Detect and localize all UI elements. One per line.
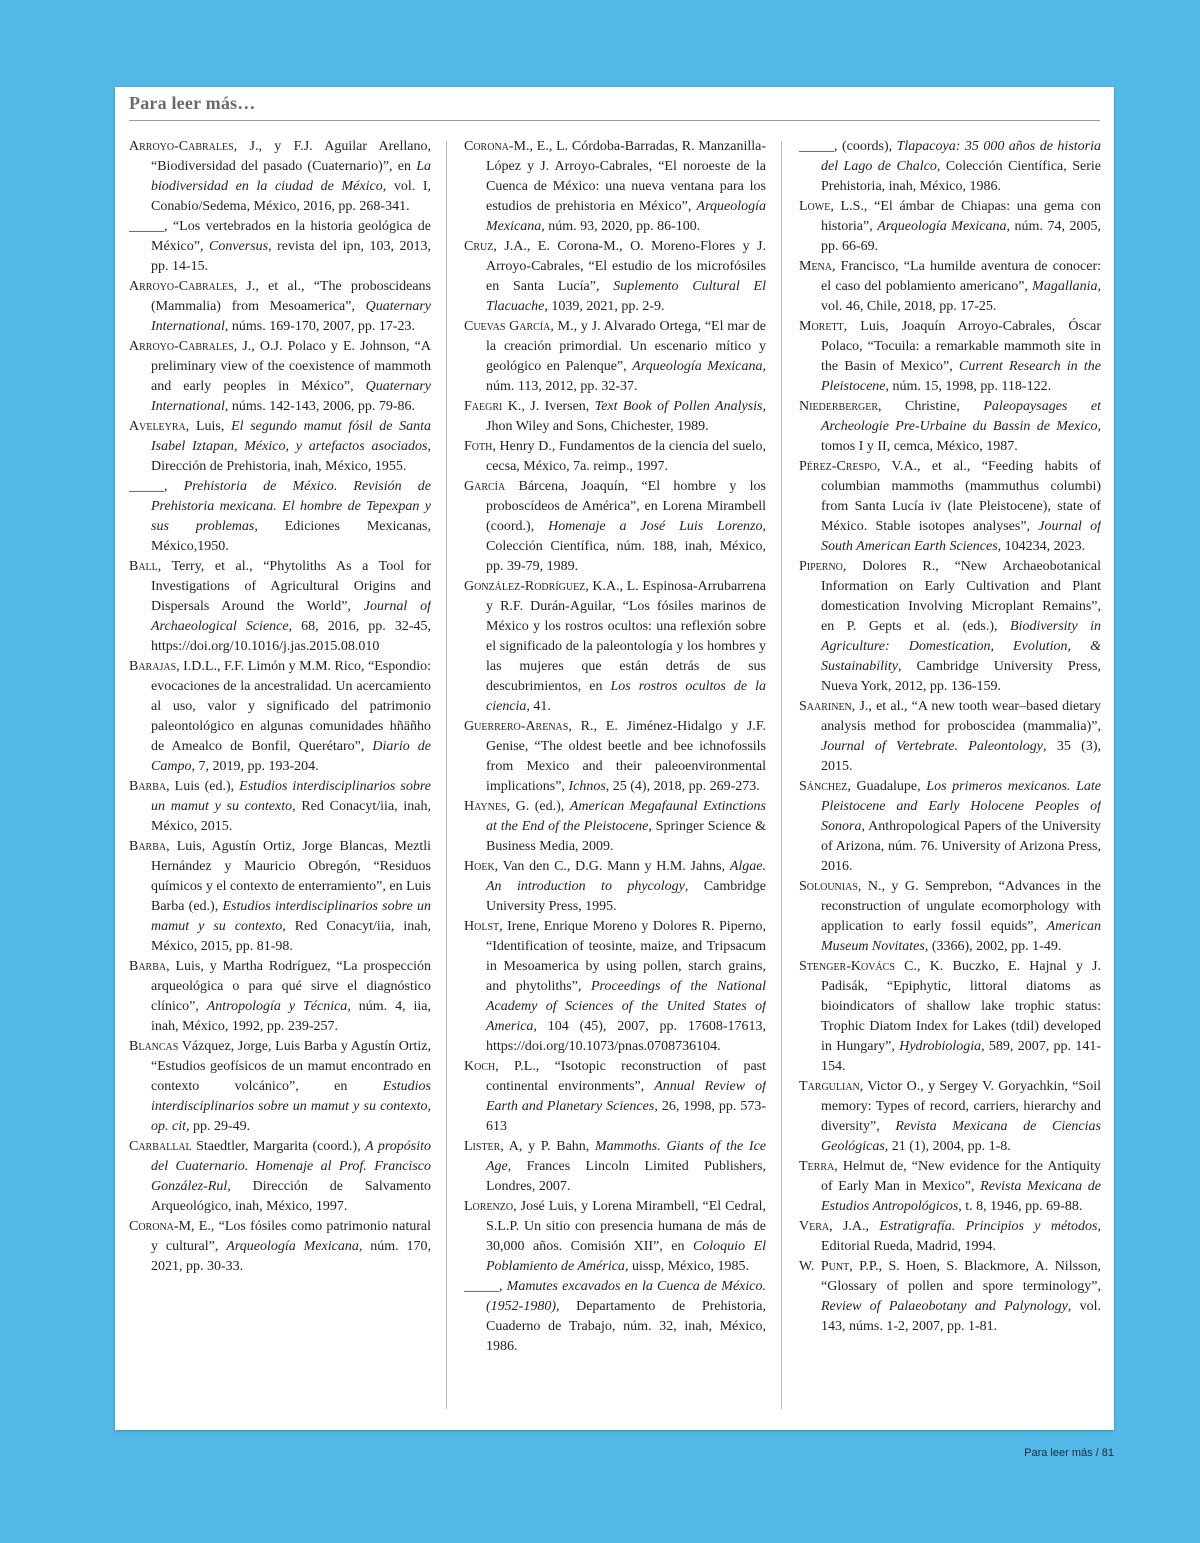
reference-text: , vol. 143, núms. 1-2, 2007, pp. 1-81. (821, 1299, 1101, 1334)
reference-text: K., J. Iversen, (502, 399, 595, 414)
reference-text: , G. (ed.), (506, 799, 570, 814)
reference-title: Magallania (1032, 279, 1098, 294)
reference-text: , E., “Los fósiles como patrimonio natural y cultural”, (151, 1219, 431, 1254)
reference-author: Aveleyra (129, 419, 186, 434)
reference-text: , M., y J. Alvarado Ortega, “El mar de la creación primordial. Un escenario mítico y geológico en Palenque”, (486, 319, 766, 374)
reference-entry (799, 317, 1101, 397)
reference-title: Proceedings of the National Academy of Sciences of the United States of America (486, 979, 766, 1034)
reference-title: Los rostros ocultos de la ciencia (486, 679, 766, 714)
reference-text: Vázquez, Jorge, Luis Barba y Agustín Ortiz, “Estudios geofísicos de un mamut encontrado en contexto volcánico”, en (151, 1039, 431, 1094)
reference-text: , 25 (4), 2018, pp. 269-273. (605, 779, 760, 794)
reference-text: , núm. 15, 1998, pp. 118-122. (885, 379, 1052, 394)
reference-author: Vera (799, 1219, 830, 1234)
reference-author: Barba (129, 779, 167, 794)
page-footer: Para leer más / 81 (1024, 1447, 1114, 1459)
reference-entry (799, 257, 1101, 317)
reference-title: Hydrobiologia (899, 1039, 982, 1054)
reference-text: , (3366), 2002, pp. 1-49. (924, 939, 1062, 954)
reference-text: , vol. 46, Chile, 2018, pp. 17-25. (821, 279, 1101, 314)
reference-author: Arroyo-Cabrales (129, 139, 234, 154)
reference-title: Journal of Vertebrate. Paleontology (821, 739, 1043, 754)
reference-title: Review of Palaeobotany and Palynology (821, 1299, 1068, 1314)
reference-author: Lorenzo (464, 1199, 514, 1214)
reference-text: , uissp, México, 1985. (624, 1259, 749, 1274)
reference-text: _____, “Los vertebrados en la historia geológica de México”, (129, 219, 431, 254)
reference-title: Annual Review of Earth and Planetary Sciences (486, 1079, 766, 1114)
reference-title: Coloquio El Poblamiento de América (486, 1239, 766, 1274)
reference-text: , Dirección de Salvamento Arqueológico, inah, México, 1997. (151, 1179, 431, 1214)
reference-title: Estratigrafía. Principios y métodos (879, 1219, 1098, 1234)
reference-author: Cuevas García (464, 319, 551, 334)
reference-entry (129, 557, 431, 657)
reference-title: Suplemento Cultural El Tlacuache (486, 279, 766, 314)
reference-text: , 7, 2019, pp. 193-204. (191, 759, 319, 774)
reference-text: Red Conacyt/iia, inah, México, 2015. (151, 799, 431, 834)
reference-title: Homenaje a José Luis Lorenzo (548, 519, 763, 534)
reference-author: Carballal (129, 1139, 192, 1154)
reference-title: Los primeros mexicanos. Late Pleistocene and Early Holocene Peoples of Sonora (821, 779, 1101, 834)
reference-entry (464, 717, 766, 797)
reference-author: Pérez-Crespo (799, 459, 877, 474)
heading-rule (129, 120, 1100, 121)
reference-title: Journal of Archaeological Science (151, 599, 431, 634)
reference-text: , L.S., “El ámbar de Chiapas: una gema con historia”, (821, 199, 1101, 234)
column-divider (446, 141, 447, 1409)
reference-entry (799, 777, 1101, 877)
references-page (115, 87, 1114, 1430)
reference-title: Revista Mexicana de Estudios Antropológicos (821, 1179, 1101, 1214)
reference-entry (799, 1257, 1101, 1337)
reference-entry (129, 477, 431, 557)
reference-title: Quaternary International (151, 379, 431, 414)
reference-entry (799, 557, 1101, 697)
reference-title: Arqueología Mexicana (226, 1239, 359, 1254)
reference-author: Hoek (464, 859, 495, 874)
reference-author: Niederberger (799, 399, 878, 414)
reference-author: García (464, 479, 506, 494)
reference-entry (129, 777, 431, 837)
reference-entry (799, 957, 1101, 1077)
reference-text: , 26, 1998, pp. 573-613 (486, 1099, 766, 1134)
reference-author: Saarinen (799, 699, 852, 714)
reference-text: , núms. 169-170, 2007, pp. 17-23. (224, 319, 416, 334)
reference-title: Estudios interdisciplinarios sobre un mamut y su contexto (151, 899, 431, 934)
reference-entry (799, 397, 1101, 457)
reference-entry (464, 1197, 766, 1277)
reference-text: , 104234, 2023. (997, 539, 1086, 554)
reference-entry (129, 277, 431, 337)
reference-entry (799, 457, 1101, 557)
reference-entry (129, 837, 431, 957)
reference-author: Corona-M. (464, 139, 530, 154)
reference-title: American Museum Novitates (821, 919, 1101, 954)
reference-entry (129, 1037, 431, 1137)
reference-author: González-Rodríguez (464, 579, 586, 594)
reference-text: , Frances Lincoln Limited Publishers, Londres, 2007. (486, 1159, 766, 1194)
reference-entry (464, 477, 766, 577)
reference-author: Stenger-Kovács (799, 959, 895, 974)
reference-text: C., K. Buczko, E. Hajnal y J. Padisák, “Epiphytic, littoral diatoms as bioindicators of shallow lake trophic status: Trophic Diatom Index for Lakes (tdil) developed in Hungary”, (821, 959, 1101, 1054)
reference-author: Barba (129, 959, 167, 974)
reference-title: Estudios interdisciplinarios sobre un mamut y su contexto, (151, 779, 431, 814)
reference-text: , Anthropological Papers of the University of Arizona, núm. 76. University of Arizona Press, 2016. (821, 819, 1101, 874)
reference-text: , J.A., (829, 1219, 880, 1234)
reference-entry (129, 1217, 431, 1277)
reference-text: , Colección Científica, núm. 188, inah, México, pp. 39-79, 1989. (486, 519, 766, 574)
reference-author: Corona-M (129, 1219, 192, 1234)
reference-entry (464, 1277, 766, 1357)
reference-title: Arqueología Mexicana (632, 359, 763, 374)
references-column-3 (799, 137, 1101, 1422)
reference-text: , N., y G. Semprebon, “Advances in the reconstruction of ungulate ecomorphology with application to early fossil equids”, (821, 879, 1101, 934)
reference-entry (799, 697, 1101, 777)
reference-title: Paleopaysages et Archeologie Pre-Urbaine du Bassin de Mexico (821, 399, 1101, 434)
reference-entry (129, 657, 431, 777)
reference-entry (464, 917, 766, 1057)
reference-text: , Terry, et al., “Phytoliths As a Tool for Investigations of Agricultural Origins and Dispersals Around the World”, (151, 559, 431, 614)
reference-entry (464, 397, 766, 437)
reference-author: Mena (799, 259, 832, 274)
reference-author: Barba (129, 839, 167, 854)
reference-entry (464, 1137, 766, 1197)
reference-text: , tomos I y II, cemca, México, 1987. (821, 419, 1101, 454)
reference-entry (799, 197, 1101, 257)
reference-text: , A, y P. Bahn, (500, 1139, 596, 1154)
reference-author: W. Punt (799, 1259, 850, 1274)
reference-text: , 68, 2016, pp. 32-45, https://doi.org/10.1016/j.jas.2015.08.010 (151, 619, 431, 654)
column-divider (781, 141, 782, 1409)
reference-title: Text Book of Pollen Analysis, (594, 399, 766, 414)
reference-title: Mamutes excavados en la Cuenca de México. (1952-1980) (486, 1279, 766, 1314)
references-column-2 (464, 137, 766, 1422)
reference-entry (464, 137, 766, 237)
reference-author: Morett (799, 319, 844, 334)
reference-title: Prehistoria de México. Revisión de Prehistoria mexicana. El hombre de Tepexpan y sus problemas (151, 479, 431, 534)
reference-title: Current Research in the Pleistocene (821, 359, 1101, 394)
reference-author: Blancas (129, 1039, 179, 1054)
reference-entry (464, 857, 766, 917)
reference-text: , 1039, 2021, pp. 2-9. (544, 299, 665, 314)
reference-title: Conversus (209, 239, 269, 254)
reference-author: Lister (464, 1139, 501, 1154)
section-heading: Para leer más… (129, 93, 256, 113)
reference-entry (129, 137, 431, 217)
reference-entry (129, 1137, 431, 1217)
reference-text: , Cambridge University Press, 1995. (486, 879, 766, 914)
reference-text: , 41. (526, 699, 551, 714)
reference-author: Piperno (799, 559, 843, 574)
reference-text: , Dirección de Prehistoria, inah, México, 1955. (151, 439, 431, 474)
reference-text: , Luis, Joaquín Arroyo-Cabrales, Óscar Polaco, “Tocuila: a remarkable mammoth site in the Basin of Mexico”, (821, 319, 1101, 374)
reference-text: , P.P., S. Hoen, S. Blackmore, A. Nilsson, “Glossary of pollen and spore terminology”, (821, 1259, 1101, 1294)
reference-text: , Henry D., Fundamentos de la ciencia del suelo, cecsa, México, 7a. reimp., 1997. (486, 439, 766, 474)
reference-author: Barajas (129, 659, 177, 674)
reference-author: Sánchez (799, 779, 848, 794)
reference-author: Koch (464, 1059, 496, 1074)
reference-entry (464, 797, 766, 857)
reference-title: Diario de Campo (151, 739, 431, 774)
reference-entry (799, 1217, 1101, 1257)
reference-author: Terra (799, 1159, 835, 1174)
reference-title: Estudios interdisciplinarios sobre un mamut y su contexto, op. cit (151, 1079, 431, 1134)
reference-text: Staedtler, Margarita (coord.), (191, 1139, 366, 1154)
reference-text: , E., L. Córdoba-Barradas, R. Manzanilla-López y J. Arroyo-Cabrales, “El noroeste de la Cuenca de México: una nueva ventana para los estudios de prehistoria en México”, (486, 139, 766, 214)
reference-text: , Francisco, “La humilde aventura de conocer: el caso del poblamiento americano”, (821, 259, 1101, 294)
reference-text: , J., y F.J. Aguilar Arellano, “Biodiversidad del pasado (Cuaternario)”, en (151, 139, 431, 174)
reference-author: Arroyo-Cabrales (129, 339, 234, 354)
reference-author: Cruz (464, 239, 494, 254)
reference-author: Solounias (799, 879, 858, 894)
reference-text: , t. 8, 1946, pp. 69-88. (958, 1199, 1083, 1214)
reference-title: Arqueología Mexicana (877, 219, 1007, 234)
reference-text: , núm. 4, iia, inah, México, 1992, pp. 239-257. (151, 999, 431, 1034)
reference-title: American Megafaunal Extinctions at the End of the Pleistocene (486, 799, 766, 834)
references-column-1 (129, 137, 431, 1422)
reference-text: , Irene, Enrique Moreno y Dolores R. Piperno, “Identification of teosinte, maize, and Tripsacum in Mesoamerica by using pollen, starch grains, and phytoliths”, (486, 919, 766, 994)
reference-text: , K.A., L. Espinosa-Arrubarrena y R.F. Durán-Aguilar, “Los fósiles marinos de México y los rostros ocultos: una reflexión sobre el significado de la paleontología y los hombres y las mujeres que están detrás de sus descubrimientos, en (486, 579, 766, 694)
reference-entry (464, 437, 766, 477)
reference-text: , 35 (3), 2015. (821, 739, 1101, 774)
reference-text: , J., et al., “A new tooth wear–based dietary analysis method for proboscidea (mammalia)”, (821, 699, 1101, 734)
reference-author: Faegri (464, 399, 503, 414)
reference-author: Haynes (464, 799, 507, 814)
reference-text: , Red Conacyt/iia, inah, México, 2015, pp. 81-98. (151, 919, 431, 954)
reference-entry (464, 1057, 766, 1137)
reference-entry (129, 217, 431, 277)
reference-text: , Helmut de, “New evidence for the Antiquity of Early Man in Mexico”, (821, 1159, 1101, 1194)
reference-text: , Springer Science & Business Media, 2009. (486, 819, 766, 854)
reference-text: , José Luis, y Lorena Mirambell, “El Cedral, S.L.P. Un sitio con presencia humana de más de 30,000 años. Comisión XII”, en (486, 1199, 766, 1254)
reference-text: , núm. 170, 2021, pp. 30-33. (151, 1239, 431, 1274)
reference-title: Arqueología Mexicana (486, 199, 766, 234)
reference-author: Holst (464, 919, 500, 934)
reference-text: , Luis, y Martha Rodríguez, “La prospección arqueológica o para qué sirve el diagnóstico clínico”, (151, 959, 431, 1014)
reference-text: , I.D.L., F.F. Limón y M.M. Rico, “Espondio: evocaciones de la ancestralidad. Un acercamiento al uso, valor y significado del patrimonio paleontológico en algunas comunidades hñäñho de Amealco de Bonfil, Querétaro”, (151, 659, 431, 754)
reference-text: _____, (464, 1279, 507, 1294)
reference-text: , Cambridge University Press, Nueva York, 2012, pp. 136-159. (821, 659, 1101, 694)
reference-title: Biodiversity in Agriculture: Domestication, Evolution, & Sustainability (821, 619, 1101, 674)
reference-title: Ichnos (568, 779, 606, 794)
reference-text: , núm. 93, 2020, pp. 86-100. (541, 219, 701, 234)
reference-text: , pp. 29-49. (186, 1119, 251, 1134)
reference-author: Arroyo-Cabrales (129, 279, 234, 294)
reference-text: , Editorial Rueda, Madrid, 1994. (821, 1219, 1101, 1254)
reference-text: , Guadalupe, (847, 779, 927, 794)
reference-title: La biodiversidad en la ciudad de México (151, 159, 431, 194)
reference-entry (799, 877, 1101, 957)
reference-text: , núm. 113, 2012, pp. 32-37. (486, 359, 766, 394)
reference-title: Revista Mexicana de Ciencias Geológicas (821, 1119, 1101, 1154)
reference-text: , P.L., “Isotopic reconstruction of past continental environments”, (486, 1059, 766, 1094)
reference-text: , Luis, (185, 419, 232, 434)
reference-text: , 104 (45), 2007, pp. 17608-17613, https://doi.org/10.1073/pnas.0708736104. (486, 1019, 766, 1054)
reference-author: Lowe (799, 199, 831, 214)
reference-entry (129, 337, 431, 417)
reference-text: , Victor O., y Sergey V. Goryachkin, “Soil memory: Types of record, carriers, hierarchy and diversity”, (821, 1079, 1101, 1134)
reference-text: , Dolores R., “New Archaeobotanical Information on Early Cultivation and Plant domestication Involving Microplant Remains”, en P. Gepts et al. (eds.), (821, 559, 1101, 634)
reference-entry (129, 417, 431, 477)
reference-text: , Ediciones Mexicanas, México,1950. (151, 519, 431, 554)
reference-text: , Christine, (878, 399, 984, 414)
reference-text: , Departamento de Prehistoria, Cuaderno de Trabajo, núm. 32, inah, México, 1986. (486, 1299, 766, 1354)
reference-entry (129, 957, 431, 1037)
reference-text: , núms. 142-143, 2006, pp. 79-86. (224, 399, 416, 414)
reference-text: , J.A., E. Corona-M., O. Moreno-Flores y J. Arroyo-Cabrales, “El estudio de los microfósiles en Santa Lucía”, (486, 239, 766, 294)
reference-author: Targulian (799, 1079, 860, 1094)
reference-text: , Van den C., D.G. Mann y H.M. Jahns, (494, 859, 730, 874)
reference-text: , R., E. Jiménez-Hidalgo y J.F. Genise, “The oldest beetle and bee ichnofossils from Mexico and their paleoenvironmental implications”, (486, 719, 766, 794)
reference-text: , núm. 74, 2005, pp. 66-69. (821, 219, 1101, 254)
reference-text: , J., O.J. Polaco y E. Johnson, “A preliminary view of the coexistence of mammoth and early peoples in México”, (151, 339, 431, 394)
reference-entry (464, 317, 766, 397)
reference-author: Foth (464, 439, 493, 454)
reference-author: Ball (129, 559, 158, 574)
reference-text: , vol. I, Conabio/Sedema, México, 2016, pp. 268-341. (151, 179, 431, 214)
reference-text: , Luis, Agustín Ortiz, Jorge Blancas, Meztli Hernández y Mauricio Obregón, “Residuos químicos y el contexto de enterramiento”, en Luis Barba (ed.), (151, 839, 431, 914)
reference-title: Quaternary International (151, 299, 431, 334)
reference-title: A propósito del Cuaternario. Homenaje al Prof. Francisco González-Rul (151, 1139, 431, 1194)
reference-text: , J., et al., “The proboscideans (Mammalia) from Mesoamerica”, (151, 279, 431, 314)
reference-title: Algae. An introduction to phycology (486, 859, 766, 894)
reference-title: Mammoths. Giants of the Ice Age (486, 1139, 766, 1174)
reference-title: Tlapacoya: 35 000 años de historia del Lago de Chalco (821, 139, 1101, 174)
reference-title: El segundo mamut fósil de Santa Isabel Iztapan, México, y artefactos asociados (151, 419, 431, 454)
reference-text: , Colección Científica, Serie Prehistoria, inah, México, 1986. (821, 159, 1101, 194)
reference-title: Journal of South American Earth Sciences (821, 519, 1101, 554)
reference-entry (799, 1157, 1101, 1217)
reference-entry (464, 577, 766, 717)
reference-text: _____, (coords), (799, 139, 897, 154)
reference-title: Antropología y Técnica (206, 999, 348, 1014)
reference-entry (464, 237, 766, 317)
reference-text: , 589, 2007, pp. 141-154. (821, 1039, 1101, 1074)
reference-text: , 21 (1), 2004, pp. 1-8. (884, 1139, 1011, 1154)
reference-text: , Luis (ed.), (166, 779, 240, 794)
reference-entry (799, 1077, 1101, 1157)
reference-author: Guerrero-Arenas (464, 719, 569, 734)
reference-entry (799, 137, 1101, 197)
reference-text: Jhon Wiley and Sons, Chichester, 1989. (486, 419, 709, 434)
reference-text: _____, (129, 479, 184, 494)
reference-text: , revista del ipn, 103, 2013, pp. 14-15. (151, 239, 431, 274)
reference-text: Bárcena, Joaquín, “El hombre y los proboscídeos de América”, en Lorena Mirambell (coord.), (486, 479, 766, 534)
reference-text: , V.A., et al., “Feeding habits of columbian mammoths (mammuthus columbi) from Santa Lucía iv (late Pleistocene), state of México. Stable isotopes analyses”, (821, 459, 1101, 534)
